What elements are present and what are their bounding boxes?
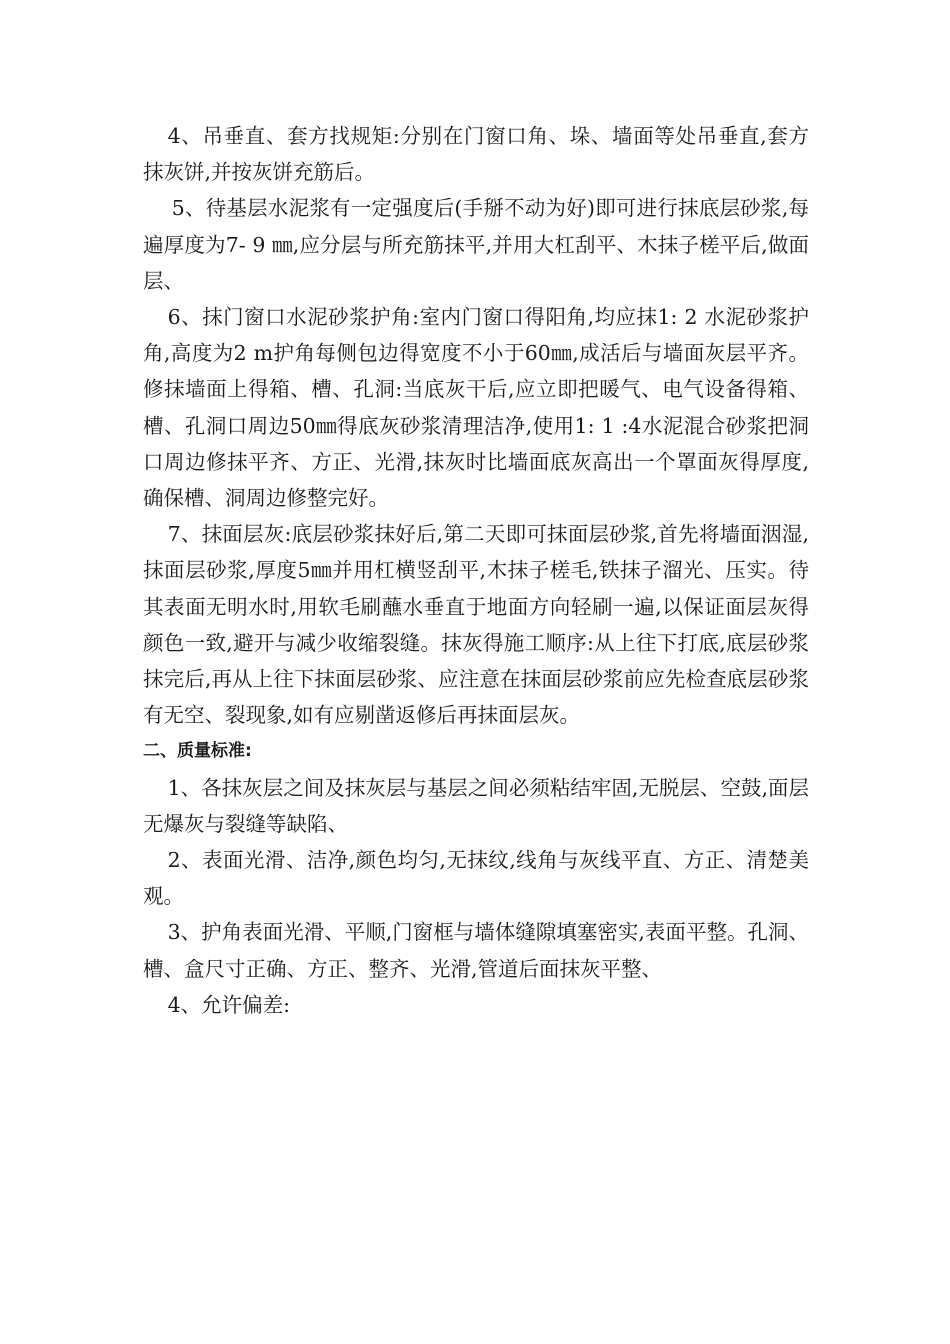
document-body: [143, 118, 809, 1023]
quality-item-2: 2、表面光滑、洁净,颜色均匀,无抹纹,线角与灰线平直、方正、清楚美观。: [143, 848, 809, 909]
quality-item-1: 1、各抹灰层之间及抹灰层与基层之间必须粘结牢固,无脱层、空鼓,面层无爆灰与裂缝等缺陷、: [143, 775, 809, 836]
quality-item-4: 4、允许偏差:: [167, 992, 291, 1017]
paragraph-item-4: 4、吊垂直、套方找规矩:分别在门窗口角、垛、墙面等处吊垂直,套方抹灰饼,并按灰饼充筋后。: [143, 124, 809, 185]
paragraph-item-6: 6、抹门窗口水泥砂浆护角:室内门窗口得阳角,均应抹1: 2 水泥砂浆护角,高度为2 m护角每侧包边得宽度不小于60㎜,成活后与墙面灰层平齐。修抹墙面上得箱、槽、孔洞:当底灰干后,应立即把暖气、电气设备得箱、槽、孔洞口周边50㎜得底灰砂浆清理洁净,使用1: 1 :4水泥混合砂浆把洞口周边修抹平齐、方正、光滑,抹灰时比墙面底灰高出一个罩面灰得厚度,确保槽、洞周边修整完好。: [143, 305, 809, 511]
section-heading-quality-standards: 二、质量标准:: [143, 741, 252, 762]
paragraph-item-7: 7、抹面层灰:底层砂浆抹好后,第二天即可抹面层砂浆,首先将墙面洇湿,抹面层砂浆,厚度5㎜并用杠横竖刮平,木抹子槎毛,铁抹子溜光、压实。待其表面无明水时,用软毛刷蘸水垂直于地面方向轻刷一遍,以保证面层灰得颜色一致,避开与减少收缩裂缝。抹灰得施工顺序:从上往下打底,底层砂浆抹完后,再从上往下抹面层砂浆、应注意在抹面层砂浆前应先检查底层砂浆有无空、裂现象,如有应剔凿返修后再抹面层灰。: [143, 522, 809, 728]
paragraph-item-5: 5、待基层水泥浆有一定强度后(手掰不动为好)即可进行抹底层砂浆,每遍厚度为7- 9 ㎜,应分层与所充筋抹平,并用大杠刮平、木抹子槎平后,做面层、: [143, 196, 809, 293]
quality-item-3: 3、护角表面光滑、平顺,门窗框与墙体缝隙填塞密实,表面平整。孔洞、槽、盒尺寸正确、方正、整齐、光滑,管道后面抹灰平整、: [143, 920, 809, 981]
